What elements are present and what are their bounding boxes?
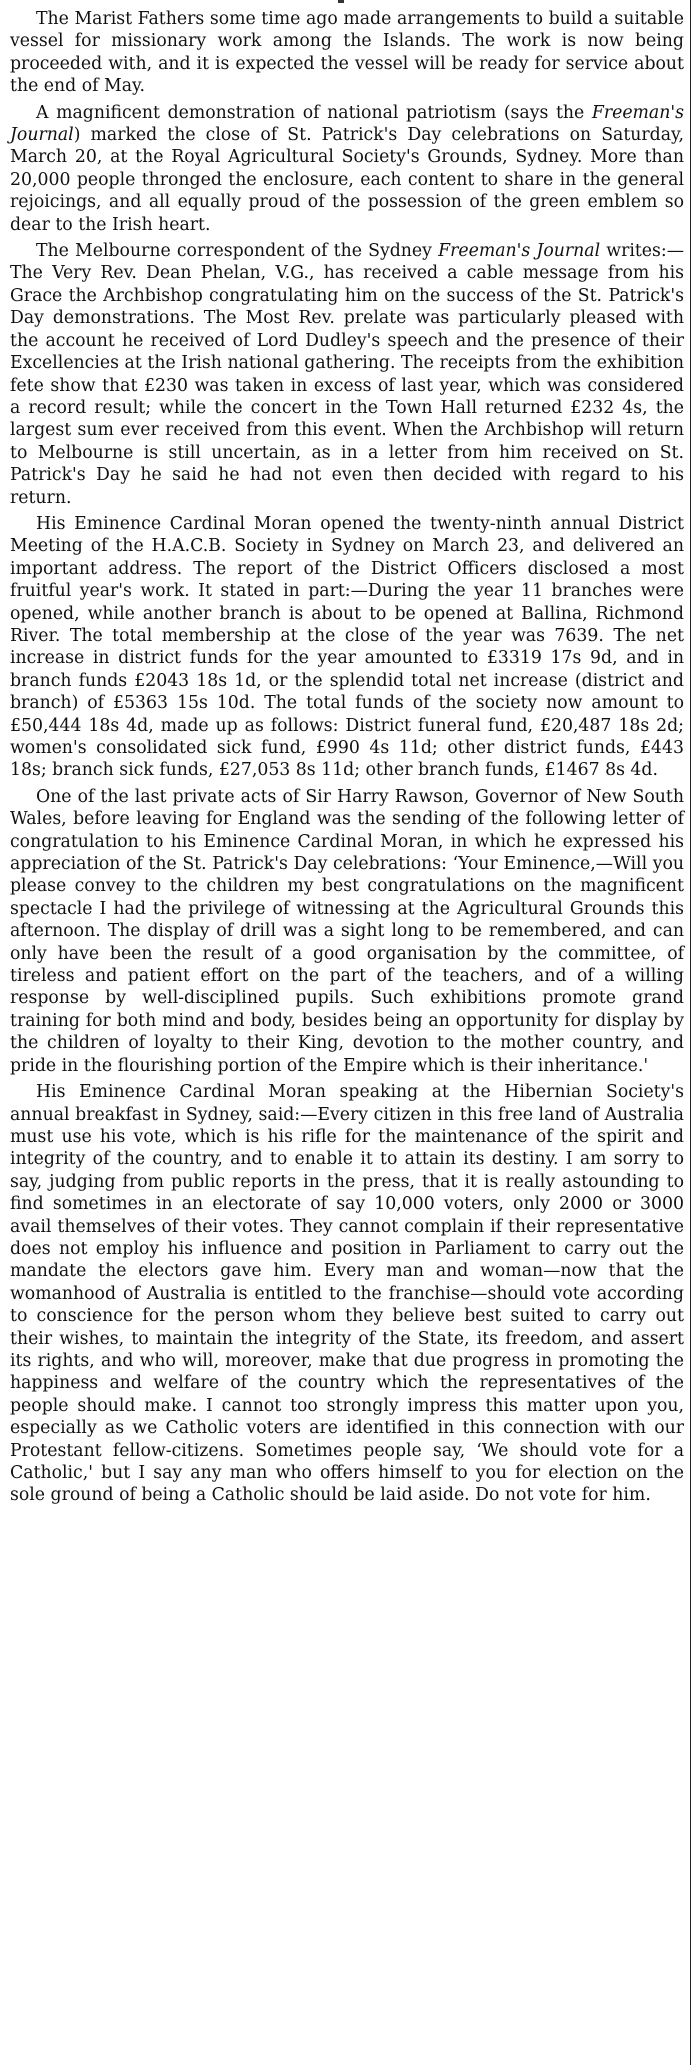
paragraph-text: The Melbourne correspondent of the Sydney — [36, 241, 439, 262]
publication-title: Freeman's Journal — [438, 241, 601, 262]
paragraph-text: One of the last private acts of Sir Harry Rawson, Governor of New South Wales, before leaving for England was the sending of the following letter of congratulation to his Eminence Cardinal Moran, in which he expressed his appreciation of the St. Patrick's Day celebrations: ‘Your Eminence,—Will you please convey to the children my best congratulations on the magnificent spectacle I had the privilege of witnessing at the Agricultural Grounds this afternoon. The display of drill was a sight long to be remembered, and can only have been the result of a good organisation by the committee, of tireless and patient effort on the part of the teachers, and of a willing response by well-disciplined pupils. Such exhibitions promote grand training for both mind and body, besides being an opportunity for display by the children of loyalty to their King, devotion to the mother country, and pride in the flourishing portion of the Empire which is their inheritance.' — [10, 786, 684, 1076]
article-paragraph-4 — [10, 513, 684, 782]
article-paragraph-6 — [10, 1081, 684, 1507]
paragraph-text: writes:—The Very Rev. Dean Phelan, V.G., has received a cable message from his Grace the Archbishop congratulating him on the success of the St. Patrick's Day demonstrations. The Most Rev. prelate was particularly pleased with the account he received of Lord Dudley's speech and the presence of their Excellencies at the Irish national gathering. The receipts from the exhibition fete show that £230 was taken in excess of last year, which was considered a record result; while the concert in the Town Hall returned £232 4s, the largest sum ever received from this event. When the Archbishop will return to Melbourne is still uncertain, as in a letter from him received on St. Patrick's Day he said he had not even then decided with regard to his return. — [10, 241, 684, 508]
article-paragraph-5 — [10, 786, 684, 1077]
article-paragraph-1 — [10, 8, 684, 98]
paragraph-text: A magnificent demonstration of national patriotism (says the — [36, 102, 592, 123]
publication-title: Freeman's Journal — [10, 102, 684, 146]
article-paragraph-2 — [10, 102, 684, 236]
paragraph-text: His Eminence Cardinal Moran opened the twenty-ninth annual District Meeting of the H.A.C.B. Society in Sydney on March 23, and delivered an important address. The report of the District Officers disclosed a most fruitful year's work. It stated in part:—During the year 11 branches were opened, while another branch is about to be opened at Ballina, Richmond River. The total membership at the close of the year was 7639. The net increase in district funds for the year amounted to £3319 17s 9d, and in branch funds £2043 18s 1d, or the splendid total net increase (district and branch) of £5363 15s 10d. The total funds of the society now amount to £50,444 18s 4d, made up as follows: District funeral fund, £20,487 18s 2d; women's consolidated sick fund, £990 4s 11d; other district funds, £443 18s; branch sick funds, £27,053 8s 11d; other branch funds, £1467 8s 4d. — [10, 513, 684, 781]
paragraph-text: His Eminence Cardinal Moran speaking at the Hibernian Society's annual breakfast in Sydney, said:—Every citizen in this free land of Australia must use his vote, which is his rifle for the maintenance of the spirit and integrity of the country, and to enable it to attain its destiny. I am sorry to say, judging from public reports in the press, that it is really astounding to find sometimes in an electorate of say 10,000 voters, only 2000 or 3000 avail themselves of their votes. They cannot complain if their representative does not employ his influence and position in Parliament to carry out the mandate the electors gave him. Every man and woman—now that the womanhood of Australia is entitled to the franchise—should vote according to conscience for the person whom they believe best suited to carry out their wishes, to maintain the integrity of the State, its freedom, and assert its rights, and who will, moreover, make that due progress in promoting the happiness and welfare of the country which the representatives of the people should make. I cannot too strongly impress this matter upon you, especially as we Catholic voters are identified in this connection with our Protestant fellow-citizens. Sometimes people say, ‘We should vote for a Catholic,' but I say any man who offers himself to you for election on the sole ground of being a Catholic should be laid aside. Do not vote for him. — [10, 1082, 684, 1506]
paragraph-text: ) marked the close of St. Patrick's Day celebrations on Saturday, March 20, at the Royal Agricultural Society's Grounds, Sydney. More than 20,000 people thronged the enclosure, each content to share in the general rejoicings, and all equally proud of the possession of the green emblem so dear to the Irish heart. — [10, 125, 684, 235]
column-rule — [690, 0, 691, 2065]
column-top-mark — [338, 0, 344, 3]
paragraph-text: The Marist Fathers some time ago made arrangements to build a suitable vessel for missionary work among the Islands. The work is now being proceeded with, and it is expected the vessel will be ready for service about the end of May. — [10, 9, 684, 97]
article-paragraph-3 — [10, 240, 684, 509]
